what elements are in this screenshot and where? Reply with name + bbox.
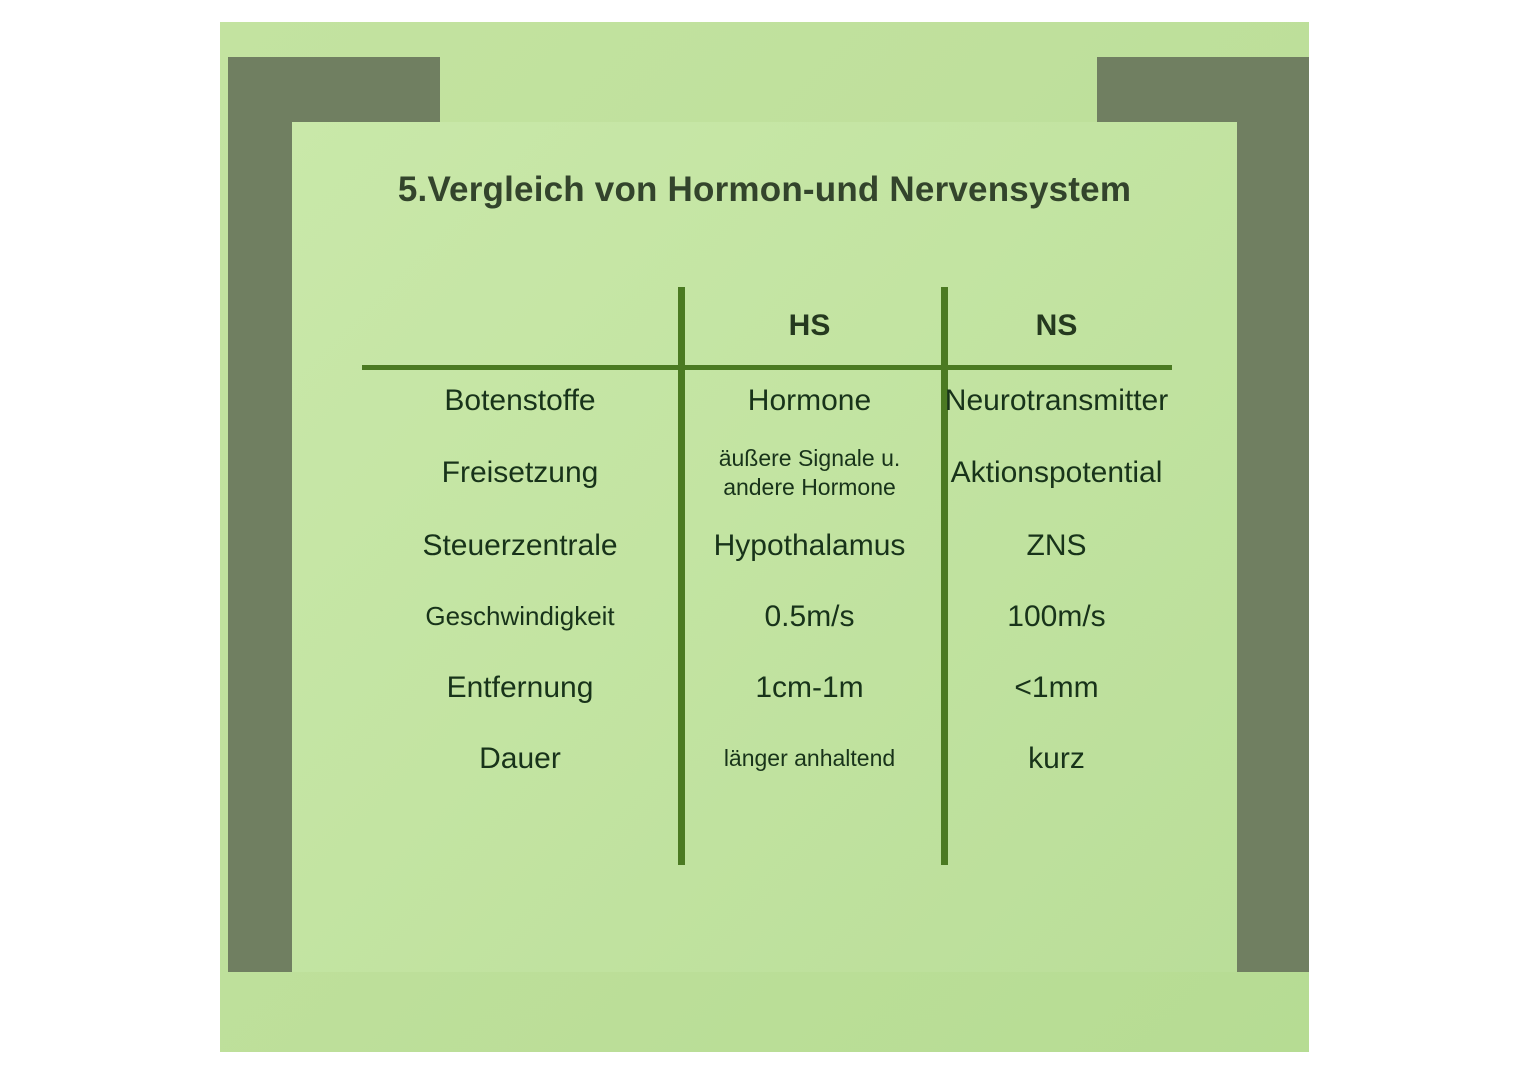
row-label-dauer: Dauer — [479, 741, 561, 775]
cell-ns-entfernung: <1mm — [1014, 670, 1099, 704]
cell-ns-botenstoffe: Neurotransmitter — [944, 383, 1169, 417]
content-panel — [292, 122, 1237, 972]
page-title: 5.Vergleich von Hormon-und Nervensystem — [397, 170, 1132, 209]
comparison-table-wrapper — [362, 287, 1172, 867]
slide — [220, 22, 1309, 1052]
row-label-botenstoffe: Botenstoffe — [444, 383, 596, 417]
table-row — [362, 510, 1172, 581]
cell-hs-freisetzung-line1: äußere Signale u. — [718, 445, 901, 472]
cell-hs-freisetzung-line2: andere Hormone — [723, 474, 896, 500]
table-row — [362, 581, 1172, 652]
cell-ns-dauer: kurz — [1028, 741, 1085, 775]
cell-hs-entfernung: 1cm-1m — [755, 670, 864, 704]
row-label-freisetzung: Freisetzung — [441, 456, 599, 489]
frame-edge-right — [1237, 57, 1309, 972]
table-header-row — [362, 287, 1172, 365]
cell-ns-geschwindigkeit: 100m/s — [1007, 599, 1106, 633]
cell-hs-freisetzung — [678, 436, 941, 510]
cell-hs-dauer: länger anhaltend — [723, 745, 896, 771]
column-header-hs: HS — [788, 309, 831, 342]
cell-ns-steuerzentrale: ZNS — [1026, 528, 1087, 562]
column-header-blank — [362, 287, 678, 365]
comparison-table — [362, 287, 1172, 794]
frame-edge-left — [228, 57, 300, 972]
column-header-ns: NS — [1035, 309, 1078, 342]
cell-hs-geschwindigkeit: 0.5m/s — [764, 599, 855, 633]
cell-ns-freisetzung: Aktionspotential — [950, 456, 1163, 489]
cell-hs-steuerzentrale: Hypothalamus — [713, 528, 906, 562]
table-row — [362, 652, 1172, 723]
row-label-steuerzentrale: Steuerzentrale — [422, 528, 618, 562]
cell-hs-botenstoffe: Hormone — [747, 383, 872, 417]
table-row — [362, 436, 1172, 510]
table-row — [362, 365, 1172, 436]
row-label-geschwindigkeit: Geschwindigkeit — [425, 601, 615, 631]
table-row — [362, 723, 1172, 794]
row-label-entfernung: Entfernung — [446, 670, 594, 704]
